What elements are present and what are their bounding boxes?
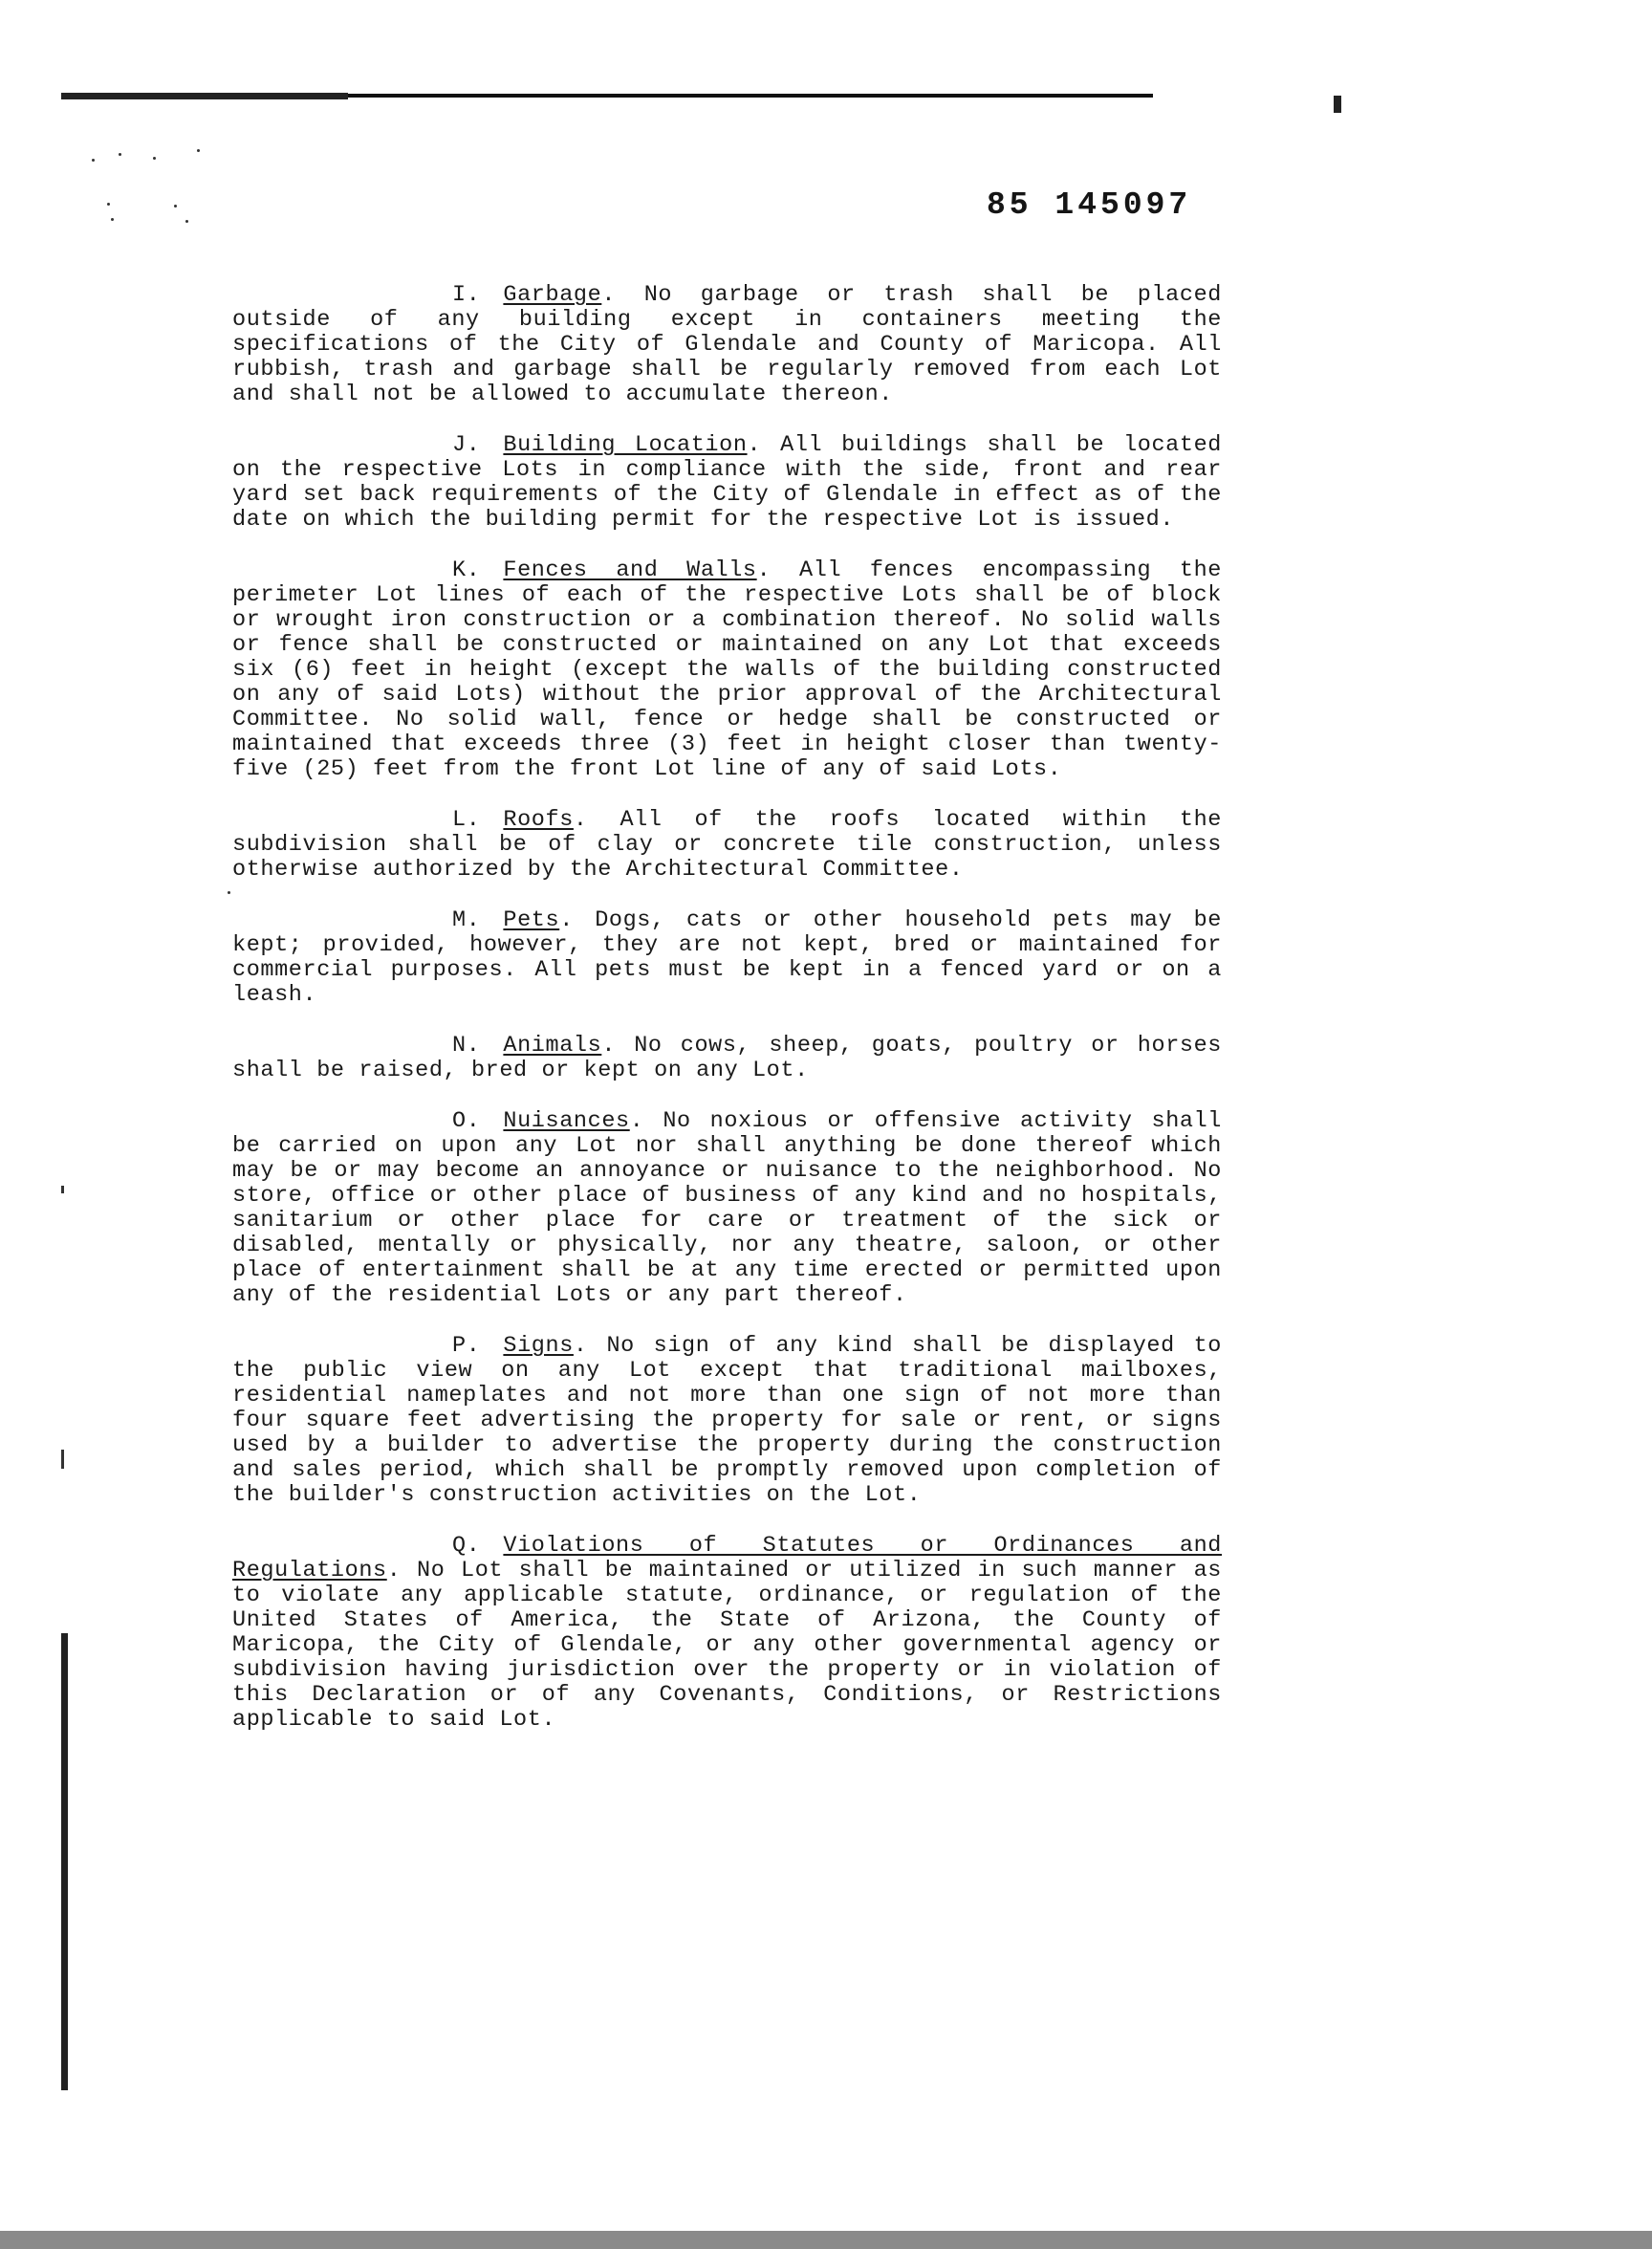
section-text: Dogs, cats or other household pets may be kept; provided, however, they are not kept, bred or maintained for commercial purposes. All pets must be kept in a fenced yard or on a leash. [232, 907, 1223, 1008]
scan-left-bar [61, 1633, 68, 2090]
scan-left-tick [61, 1450, 64, 1469]
scan-speck [119, 153, 121, 156]
scan-speck [92, 159, 95, 162]
scan-corner-mark [1334, 96, 1341, 113]
scan-top-rule-thick [61, 93, 348, 99]
section-paragraph: Q. Violations of Statutes or Ordinances and Regulations. No Lot shall be maintained or utilized in such manner as to violate any applicable statute, ordinance, or regulation of the United States of America, the State of Arizona, the County of Maricopa, the City of Glendale, or any other governmental agency or subdivision having jurisdiction over the property or in violation of this Declaration or of any Covenants, Conditions, or Restrictions applicable to said Lot. [232, 1533, 1223, 1733]
section-marker: P. [452, 1333, 481, 1359]
section-paragraph: P. Signs. No sign of any kind shall be displayed to the public view on any Lot except that traditional mailboxes, residential nameplates and not more than one sign of not more than four square feet advertising the property for sale or rent, or signs used by a builder to advertise the property during the construction and sales period, which shall be promptly removed upon completion of the builder's construction activities on the Lot. [232, 1333, 1223, 1508]
section-marker: O. [452, 1108, 481, 1134]
section-heading: Fences and Walls [503, 557, 757, 583]
scan-speck [111, 218, 114, 221]
section-text: All buildings shall be located on the respective Lots in compliance with the side, front and rear yard set back requirements of the City of Glendale in effect as of the date on which the building permit for the respective Lot is issued. [232, 432, 1222, 533]
scan-speck [197, 149, 200, 152]
scan-speck [107, 203, 110, 206]
scan-speck [228, 891, 230, 894]
section-heading: Nuisances [503, 1108, 630, 1134]
scan-bottom-band [0, 2231, 1652, 2249]
section-marker: N. [452, 1033, 481, 1059]
scan-speck [185, 220, 188, 223]
section-heading: Signs [503, 1333, 574, 1359]
section-heading: Building Location [503, 432, 748, 458]
section-text: No garbage or trash shall be placed outside of any building except in containers meeting the specifications of the City of Glendale and County of Maricopa. All rubbish, trash and garbage shall be regularly removed from each Lot and shall not be allowed to accumulate thereon. [232, 282, 1222, 407]
recording-number: 85 145097 [987, 187, 1192, 223]
scan-speck [153, 157, 156, 160]
section-heading: Animals [503, 1033, 602, 1059]
section-text: All fences encompassing the perimeter Lot lines of each of the respective Lots shall be of block or wrought iron construction or a combination thereof. No solid walls or fence shall be constructed or maintained on any Lot that exceeds six (6) feet in height (except the walls of the building constructed on any of said Lots) without the prior approval of the Architectural Committee. No solid wall, fence or hedge shall be constructed or maintained that exceeds three (3) feet in height closer than twenty-five (25) feet from the front Lot line of any of said Lots. [232, 557, 1222, 782]
section-heading: Roofs [503, 807, 574, 833]
section-text: No cows, sheep, goats, poultry or horses shall be raised, bred or kept on any Lot. [232, 1033, 1222, 1083]
restrictions-body [232, 283, 1222, 1758]
section-marker: M. [452, 907, 481, 933]
section-heading: Pets [503, 907, 560, 933]
section-marker: J. [452, 432, 481, 458]
section-paragraph: O. Nuisances. No noxious or offensive activity shall be carried on upon any Lot nor shall anything be done thereof which may be or may become an annoyance or nuisance to the neighborhood. No store, office or other place of business of any kind and no hospitals, sanitarium or other place for care or treatment of the sick or disabled, mentally or physically, nor any theatre, saloon, or other place of entertainment shall be at any time erected or permitted upon any of the residential Lots or any part thereof. [232, 1108, 1223, 1308]
section-paragraph: I. Garbage. No garbage or trash shall be placed outside of any building except in containers meeting the specifications of the City of Glendale and County of Maricopa. All rubbish, trash and garbage shall be regularly removed from each Lot and shall not be allowed to accumulate thereon. [232, 282, 1222, 407]
section-text: All of the roofs located within the subdivision shall be of clay or concrete tile construction, unless otherwise authorized by the Architectural Committee. [232, 807, 1222, 883]
scan-left-tick [61, 1186, 64, 1193]
section-paragraph: M. Pets. Dogs, cats or other household pets may be kept; provided, however, they are not kept, bred or maintained for commercial purposes. All pets must be kept in a fenced yard or on a leash. [232, 907, 1223, 1008]
section-paragraph: L. Roofs. All of the roofs located within the subdivision shall be of clay or concrete tile construction, unless otherwise authorized by the Architectural Committee. [232, 807, 1222, 883]
section-paragraph: J. Building Location. All buildings shall be located on the respective Lots in compliance with the side, front and rear yard set back requirements of the City of Glendale in effect as of the date on which the building permit for the respective Lot is issued. [232, 432, 1222, 533]
section-marker: L. [452, 807, 481, 833]
section-heading: Garbage [503, 282, 602, 308]
section-text: No sign of any kind shall be displayed to the public view on any Lot except that traditional mailboxes, residential nameplates and not more than one sign of not more than four square feet advertising the property for sale or rent, or signs used by a builder to advertise the property during the construction and sales period, which shall be promptly removed upon completion of the builder's construction activities on the Lot. [232, 1333, 1223, 1508]
section-paragraph: N. Animals. No cows, sheep, goats, poultry or horses shall be raised, bred or kept on any Lot. [232, 1033, 1222, 1083]
section-text: No noxious or offensive activity shall be carried on upon any Lot nor shall anything be done thereof which may be or may become an annoyance or nuisance to the neighborhood. No store, office or other place of business of any kind and no hospitals, sanitarium or other place for care or treatment of the sick or disabled, mentally or physically, nor any theatre, saloon, or other place of entertainment shall be at any time erected or permitted upon any of the residential Lots or any part thereof. [232, 1108, 1223, 1308]
section-paragraph: K. Fences and Walls. All fences encompassing the perimeter Lot lines of each of the respective Lots shall be of block or wrought iron construction or a combination thereof. No solid walls or fence shall be constructed or maintained on any Lot that exceeds six (6) feet in height (except the walls of the building constructed on any of said Lots) without the prior approval of the Architectural Committee. No solid wall, fence or hedge shall be constructed or maintained that exceeds three (3) feet in height closer than twenty-five (25) feet from the front Lot line of any of said Lots. [232, 557, 1222, 782]
section-marker: K. [452, 557, 481, 583]
section-heading: Violations of Statutes or Ordinances and Regulations [232, 1533, 1222, 1583]
section-marker: I. [452, 282, 481, 308]
section-text: No Lot shall be maintained or utilized in such manner as to violate any applicable statute, ordinance, or regulation of the United States of America, the State of Arizona, the County of Maricopa, the City of Glendale, or any other governmental agency or subdivision having jurisdiction over the property or in violation of this Declaration or of any Covenants, Conditions, or Restrictions applicable to said Lot. [232, 1558, 1223, 1733]
scan-speck [174, 205, 177, 207]
section-marker: Q. [452, 1533, 481, 1559]
